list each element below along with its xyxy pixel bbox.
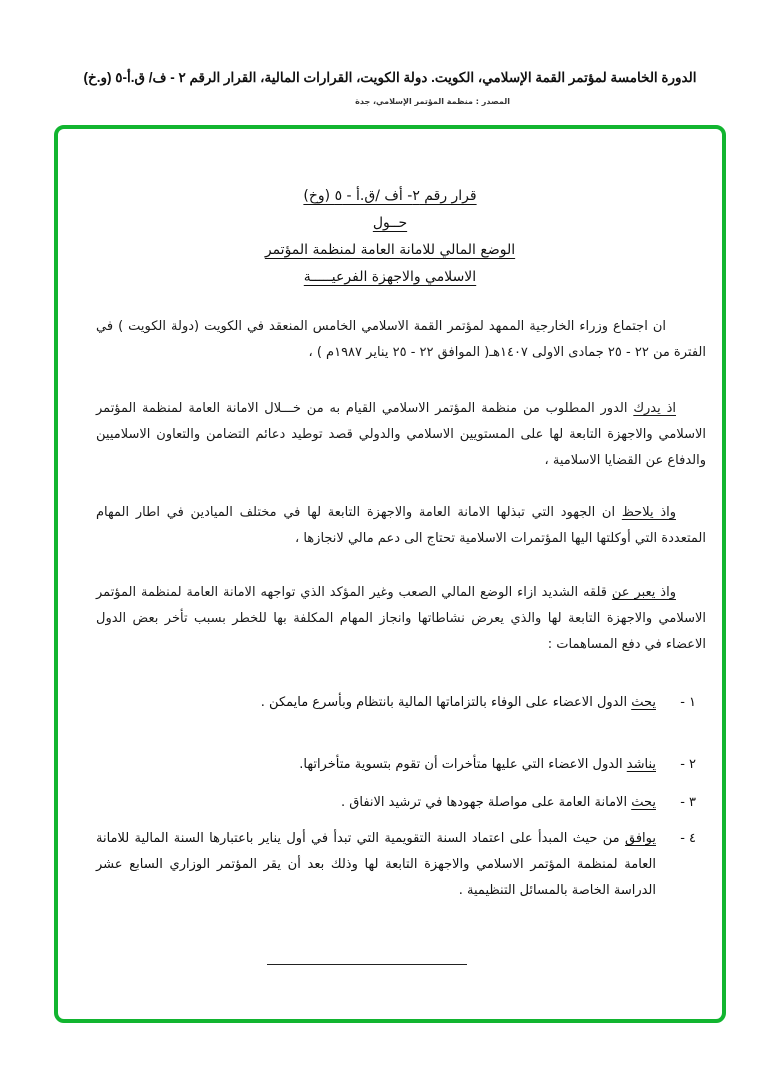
paragraph-text: قلقه الشديد ازاء الوضع المالي الصعب وغير المؤكد الذي تواجهه الامانة العامة لمنظمة المؤتمر الاسلامي والاجهزة التابعة لها والذي يعرض نشاطاتها وانجاز المهام المكلفة بها للخطر بسبب تأخر بعض الدول الاعضاء في دفع المساهمات : xyxy=(96,585,706,652)
header-source xyxy=(260,97,510,106)
item-number: ٣ - xyxy=(680,795,696,810)
resolution-title xyxy=(230,183,550,291)
header-title: الدورة الخامسة لمؤتمر القمة الإسلامي، الكويت. دولة الكويت، القرارات المالية، القرار الرقم ٢ - ف/ ق.أ-٥ (و.خ) xyxy=(83,70,697,85)
paragraph-lead: اذ يدرك xyxy=(633,401,676,416)
operative-item xyxy=(96,826,696,904)
source-value: منظمة المؤتمر الإسلامي، جدة xyxy=(355,97,473,106)
paragraph-lead: واذ يعبر عن xyxy=(611,585,676,600)
title-line: قرار رقم ٢- أف /ق.أ - ٥ (وخ) xyxy=(303,188,477,204)
item-lead: يناشد xyxy=(626,757,656,772)
item-text: الدول الاعضاء على الوفاء بالتزاماتها المالية بانتظام وبأسرع مايمكن . xyxy=(260,695,632,710)
item-text: من حيث المبدأ على اعتماد السنة التقويمية التي تبدأ في أول يناير باعتبارها السنة المالية للامانة العامة لمنظمة المؤتمر الاسلامي والاجهزة التابعة لها وذلك بعد أن يقر المؤتمر الوزاري السابع عشر الدراسة الخاصة بالمسائل التنظيمية . xyxy=(96,831,656,898)
paragraph-text: ان اجتماع وزراء الخارجية الممهد لمؤتمر القمة الاسلامي الخامس المنعقد في الكويت (دولة الكويت ) في الفترة من ٢٢ - ٢٥ جمادى الاولى ١٤٠٧هـ( الموافق ٢٢ - ٢٥ يناير ١٩٨٧م ) ، xyxy=(96,319,706,360)
item-text: الامانة العامة على مواصلة جهودها في ترشيد الانفاق . xyxy=(341,795,632,810)
closing-rule xyxy=(267,964,467,965)
title-line: الوضع المالي للامانة العامة لمنظمة المؤتمر xyxy=(264,242,516,258)
item-number: ٤ - xyxy=(680,831,696,846)
item-lead: يوافق xyxy=(624,831,656,846)
item-lead: يحث xyxy=(631,795,656,810)
title-line: الاسلامي والاجهزة الفرعيـــــة xyxy=(303,269,477,285)
preamble-paragraph xyxy=(96,580,706,658)
item-text: الدول الاعضاء التي عليها متأخرات أن تقوم بتسوية متأخراتها. xyxy=(299,757,627,772)
paragraph-text: الدور المطلوب من منظمة المؤتمر الاسلامي القيام به من خـــلال الامانة العامة لمنظمة المؤتمر الاسلامي والاجهزة التابعة لها على المستويين الاسلامي والدولي قصد توطيد دعائم التضامن والتعاون الاسلاميين والدفاع عن القضايا الاسلامية ، xyxy=(96,401,706,468)
preamble-paragraph xyxy=(96,500,706,552)
operative-item xyxy=(96,752,696,778)
operative-item xyxy=(96,790,696,816)
item-number: ١ - xyxy=(680,695,696,710)
preamble-paragraph xyxy=(96,314,706,366)
paragraph-lead: واذ يلاحظ xyxy=(621,505,676,520)
operative-item xyxy=(96,690,696,716)
preamble-paragraph xyxy=(96,396,706,474)
title-line: حــول xyxy=(372,215,408,231)
item-lead: يحث xyxy=(631,695,656,710)
item-number: ٢ - xyxy=(680,757,696,772)
source-label: المصدر : xyxy=(475,97,510,106)
paragraph-text: ان الجهود التي تبذلها الامانة العامة والاجهزة التابعة لها في مختلف الميادين في اطار المهام المتعددة التي أوكلتها اليها المؤتمرات الاسلامية تحتاج الى دعم مالي لانجازها ، xyxy=(96,505,706,546)
